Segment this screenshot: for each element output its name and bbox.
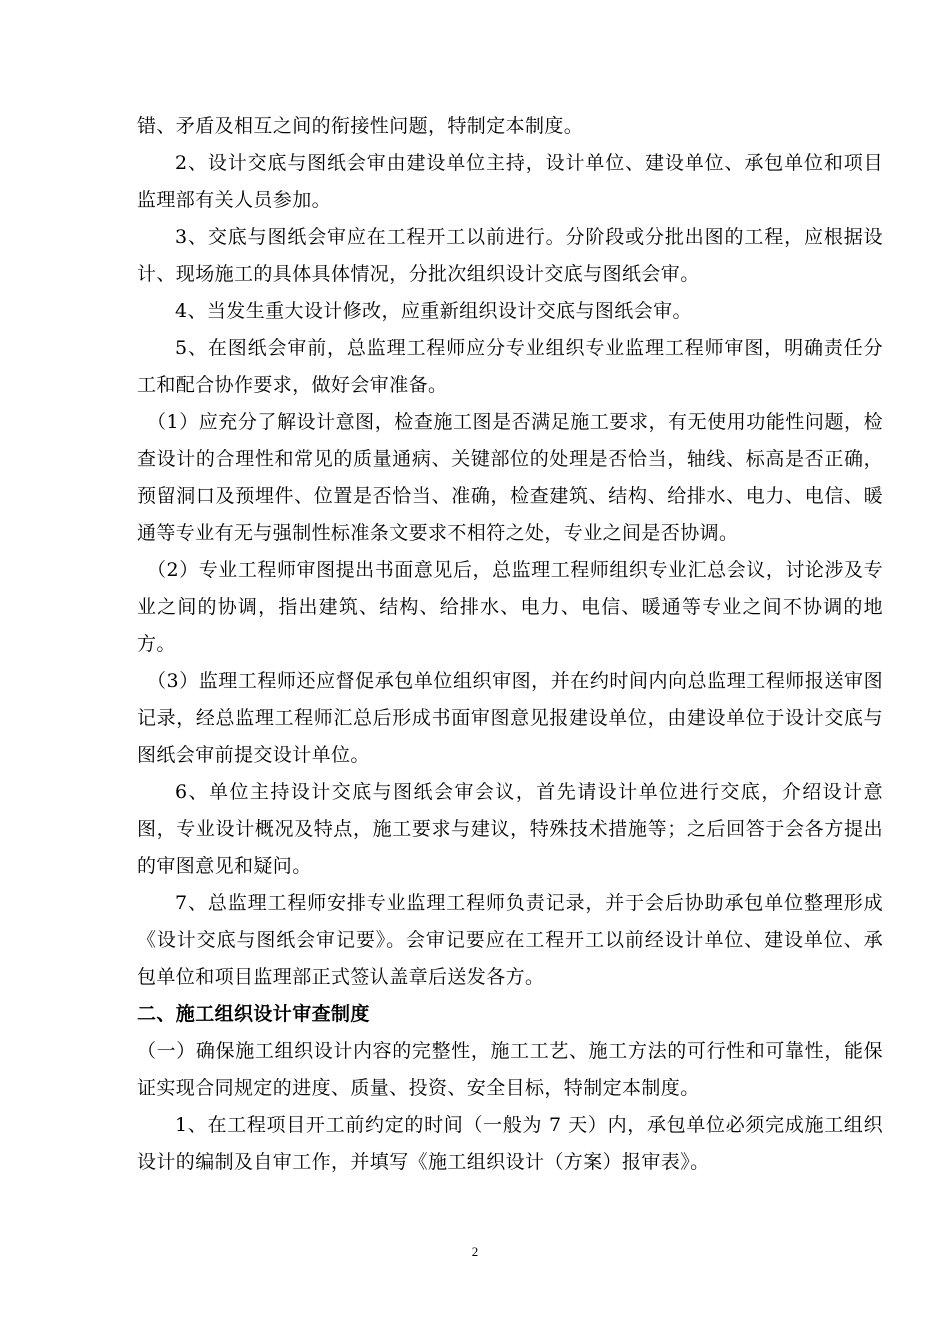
page-number: 2	[471, 1244, 479, 1259]
paragraph-item-2: 2、设计交底与图纸会审由建设单位主持，设计单位、建设单位、承包单位和项目监理部有关人员参加。	[137, 152, 883, 211]
paragraph-item-5: 5、在图纸会审前，总监理工程师应分专业组织专业监理工程师审图，明确责任分工和配合协作要求，做好会审准备。	[137, 337, 883, 396]
paragraph-item-7: 7、总监理工程师安排专业监理工程师负责记录，并于会后协助承包单位整理形成《设计交底与图纸会审记要》。会审记要应在工程开工以前经设计单位、建设单位、承包单位和项目监理部正式签认盖章后送发各方。	[137, 892, 883, 988]
document-body	[137, 108, 883, 1181]
section-heading: 二、施工组织设计审查制度	[137, 1003, 370, 1025]
paragraph-item-6: 6、单位主持设计交底与图纸会审会议，首先请设计单位进行交底，介绍设计意图，专业设计概况及特点，施工要求与建议，特殊技术措施等；之后回答于会各方提出的审图意见和疑问。	[137, 781, 883, 877]
paragraph-item-4: 4、当发生重大设计修改，应重新组织设计交底与图纸会审。	[175, 300, 692, 322]
paragraph-subitem-1: （1）应充分了解设计意图，检查施工图是否满足施工要求，有无使用功能性问题，检查设计的合理性和常见的质量通病、关键部位的处理是否恰当，轴线、标高是否正确，预留洞口及预埋件、位置是否恰当、准确，检查建筑、结构、给排水、电力、电信、暖通等专业有无与强制性标准条文要求不相符之处，专业之间是否协调。	[137, 411, 883, 544]
paragraph-continuation: 错、矛盾及相互之间的衔接性问题，特制定本制度。	[137, 115, 584, 137]
paragraph-subitem-3: （3）监理工程师还应督促承包单位组织审图，并在约时间内向总监理工程师报送审图记录，经总监理工程师汇总后形成书面审图意见报建设单位，由建设单位于设计交底与图纸会审前提交设计单位。	[137, 670, 883, 766]
section-paragraph-item-1: 1、在工程项目开工前约定的时间（一般为 7 天）内，承包单位必须完成施工组织设计的编制及自审工作，并填写《施工组织设计（方案）报审表》。	[137, 1114, 883, 1173]
paragraph-item-3: 3、交底与图纸会审应在工程开工以前进行。分阶段或分批出图的工程，应根据设计、现场施工的具体具体情况，分批次组织设计交底与图纸会审。	[137, 226, 883, 285]
paragraph-subitem-2: （2）专业工程师审图提出书面意见后，总监理工程师组织专业汇总会议，讨论涉及专业之间的协调，指出建筑、结构、给排水、电力、电信、暖通等专业之间不协调的地方。	[137, 559, 883, 655]
section-paragraph-purpose: （一）确保施工组织设计内容的完整性，施工工艺、施工方法的可行性和可靠性，能保证实现合同规定的进度、质量、投资、安全目标，特制定本制度。	[137, 1040, 883, 1099]
